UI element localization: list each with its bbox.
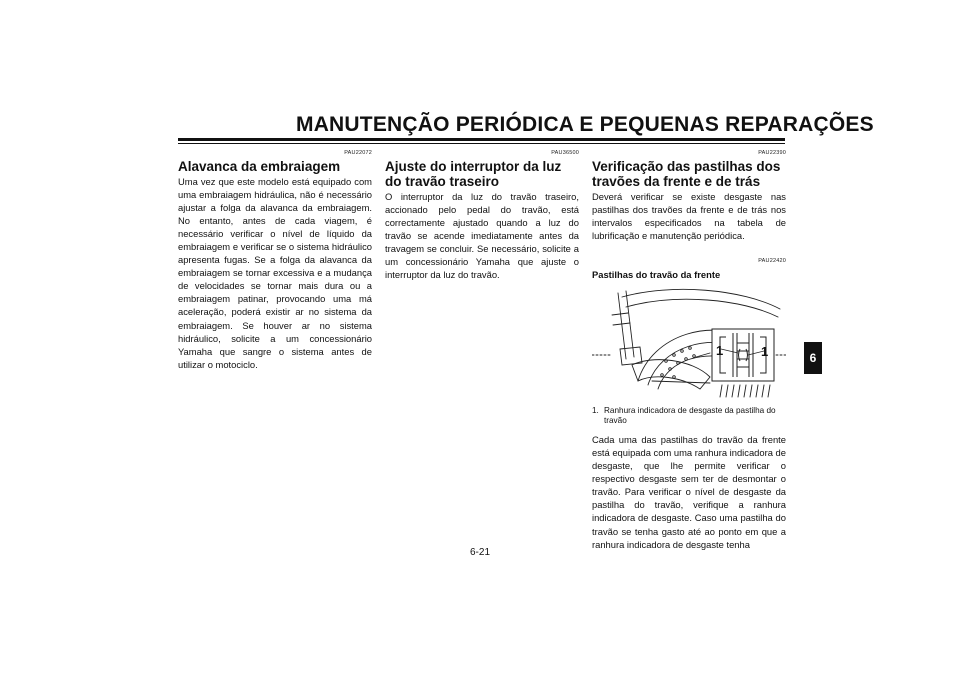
column-clutch — [178, 150, 372, 371]
section-body-brake-pads: Deverá verificar se existe desgaste nas pastilhas dos travões da frente e de trás nos intervalos especificados na tabela de lubrificação e manutenção periódica. — [592, 191, 786, 242]
chapter-tab: 6 — [804, 342, 822, 374]
section-body-clutch: Uma vez que este modelo está equipado com uma embraiagem hidráulica, não é necessário ajustar a folga da alavanca da embraiagem. No entanto, antes de cada viagem, é necessário verificar o nível de líquido da embraiagem e verificar se o sistema hidráulico apresenta fugas. Se a folga da alavanca da embraiagem se tornar excessiva e a mudança de velocidades se tornar mais dura ou a embraiagem patinar, provocando uma má aceleração, poderá existir ar no sistema da embraiagem. Se houver ar no sistema hidráulico, solicite a um concessionário Yamaha que sangre o sistema antes de utilizar o motociclo. — [178, 176, 372, 370]
section-body-brake-switch: O interruptor da luz do travão traseiro, accionado pelo pedal do travão, está correctamente ajustado quando a luz do travão se acende imediatamente antes da travagem se concluir. Se necessário, solicite a um concessionário Yamaha que ajuste o interruptor da luz do travão. — [385, 191, 579, 281]
column-brake-switch — [385, 150, 579, 281]
caption-text: Ranhura indicadora de desgaste da pastilha do travão — [604, 406, 776, 426]
section-body-brake-pads-continued: Cada uma das pastilhas do travão da frente está equipada com uma ranhura indicadora de desgaste, que lhe permite verificar o respectivo desgaste sem ter de desmontar o travão. Para verificar o nível de desgaste da pastilha do travão, verifique a ranhura indicadora de desgaste. Caso uma pastilha do travão se tenha gasto até ao ponto em que a ranhura indicadora de desgaste tenha — [592, 434, 786, 550]
section-code: PAU22390 — [758, 150, 786, 156]
column-brake-pads — [592, 150, 786, 551]
figure-caption — [592, 406, 786, 426]
callout-label-right: 1 — [761, 344, 769, 360]
caption-number: 1. — [592, 406, 599, 416]
page-header-title: MANUTENÇÃO PERIÓDICA E PEQUENAS REPARAÇÕES — [296, 113, 874, 136]
section-heading-clutch: Alavanca da embraiagem — [178, 159, 341, 174]
callout-label-left: 1 — [716, 343, 724, 359]
section-code: PAU22072 — [344, 150, 372, 156]
header-rule — [178, 138, 785, 141]
subsection-heading-front-pads: Pastilhas do travão da frente — [592, 269, 721, 281]
brake-caliper-drawing — [592, 285, 786, 403]
section-heading-brake-pads: Verificação das pastilhas dos travões da frente e de trás — [592, 159, 781, 189]
page-number: 6-21 — [469, 547, 490, 558]
section-heading-brake-switch: Ajuste do interruptor da luz do travão traseiro — [385, 159, 562, 189]
header-rule-thin — [178, 143, 785, 144]
section-code: PAU36500 — [551, 150, 579, 156]
brake-caliper-illustration — [592, 285, 786, 403]
subsection-code: PAU22420 — [758, 258, 786, 265]
